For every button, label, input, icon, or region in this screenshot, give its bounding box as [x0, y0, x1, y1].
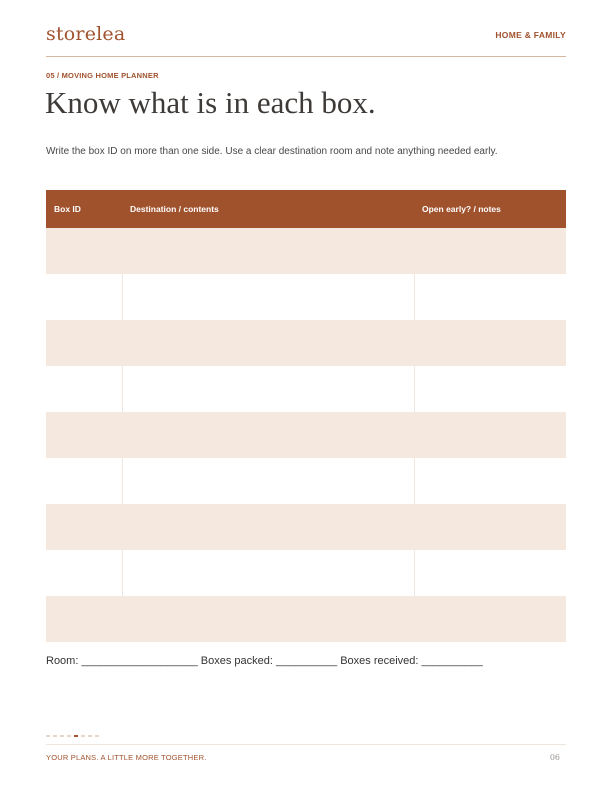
section-label: HOME & FAMILY	[495, 30, 566, 40]
table-row	[46, 366, 566, 412]
box-id-cell[interactable]	[46, 366, 122, 412]
footer-tagline: YOUR PLANS. A LITTLE MORE TOGETHER.	[46, 753, 207, 762]
progress-dot	[88, 735, 92, 737]
page-eyebrow: 05 / MOVING HOME PLANNER	[46, 71, 159, 80]
notes-cell[interactable]	[414, 274, 566, 320]
box-id-cell[interactable]	[46, 504, 122, 550]
destination-cell[interactable]	[122, 366, 414, 412]
progress-dot	[74, 735, 78, 737]
column-header-box-id: Box ID	[46, 190, 122, 228]
box-id-cell[interactable]	[46, 228, 122, 274]
destination-cell[interactable]	[122, 274, 414, 320]
table-row	[46, 458, 566, 504]
destination-cell[interactable]	[122, 504, 414, 550]
destination-cell[interactable]	[122, 320, 414, 366]
notes-cell[interactable]	[414, 228, 566, 274]
notes-cell[interactable]	[414, 504, 566, 550]
table-row	[46, 596, 566, 642]
box-id-cell[interactable]	[46, 274, 122, 320]
progress-dot	[46, 735, 50, 737]
notes-cell[interactable]	[414, 458, 566, 504]
page-intro: Write the box ID on more than one side. Use a clear destination room and note anything needed early.	[46, 146, 498, 157]
page-number: 06	[549, 753, 560, 762]
page-progress-indicator	[46, 735, 99, 737]
progress-dot	[67, 735, 71, 737]
notes-cell[interactable]	[414, 366, 566, 412]
table-row	[46, 228, 566, 274]
summary-fill-in-line[interactable]: Room: ___________________ Boxes packed: __________ Boxes received: __________	[46, 655, 483, 667]
box-id-cell[interactable]	[46, 550, 122, 596]
box-inventory-table	[46, 190, 566, 642]
footer-divider	[46, 744, 566, 745]
brand-logo: storelea	[46, 23, 126, 45]
table-row	[46, 550, 566, 596]
destination-cell[interactable]	[122, 596, 414, 642]
table-row	[46, 504, 566, 550]
notes-cell[interactable]	[414, 596, 566, 642]
column-header-notes: Open early? / notes	[414, 190, 566, 228]
notes-cell[interactable]	[414, 550, 566, 596]
destination-cell[interactable]	[122, 228, 414, 274]
box-id-cell[interactable]	[46, 320, 122, 366]
destination-cell[interactable]	[122, 412, 414, 458]
table-row	[46, 320, 566, 366]
notes-cell[interactable]	[414, 320, 566, 366]
header-divider	[46, 56, 566, 57]
table-header-row	[46, 190, 566, 228]
box-id-cell[interactable]	[46, 458, 122, 504]
destination-cell[interactable]	[122, 550, 414, 596]
destination-cell[interactable]	[122, 458, 414, 504]
box-id-cell[interactable]	[46, 412, 122, 458]
table-row	[46, 412, 566, 458]
progress-dot	[60, 735, 64, 737]
page-title: Know what is in each box.	[45, 85, 376, 120]
box-id-cell[interactable]	[46, 596, 122, 642]
progress-dot	[81, 735, 85, 737]
progress-dot	[95, 735, 99, 737]
table-row	[46, 274, 566, 320]
progress-dot	[53, 735, 57, 737]
column-header-destination: Destination / contents	[122, 190, 414, 228]
notes-cell[interactable]	[414, 412, 566, 458]
